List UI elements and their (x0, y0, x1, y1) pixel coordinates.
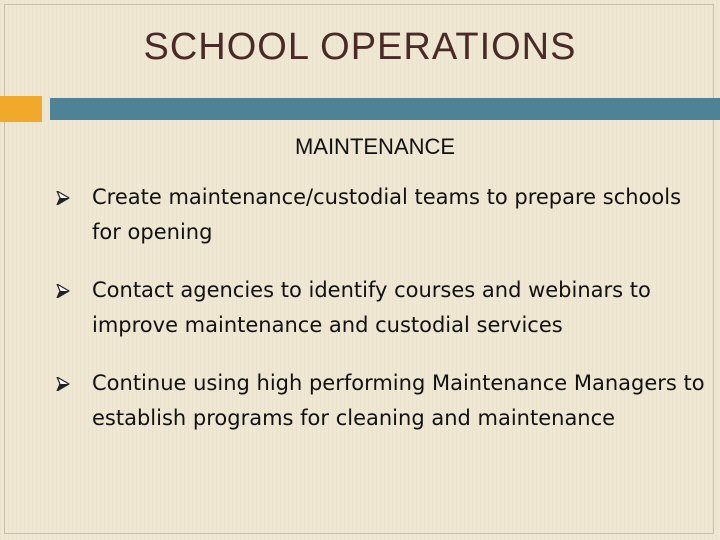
bullet-text: Continue using high performing Maintenance Managers to establish programs for cleaning and maintenance (92, 371, 705, 430)
arrowhead-bullet-icon (56, 377, 70, 391)
arrowhead-bullet-icon (56, 284, 70, 298)
accent-square (0, 96, 42, 122)
arrowhead-bullet-icon (56, 191, 70, 205)
bullet-item (56, 180, 706, 250)
accent-bar (50, 98, 720, 120)
bullet-text: Create maintenance/custodial teams to prepare schools for opening (92, 185, 682, 244)
bullet-list (56, 180, 706, 459)
bullet-text: Contact agencies to identify courses and webinars to improve maintenance and custodial services (92, 278, 651, 337)
slide-title: SCHOOL OPERATIONS (143, 26, 577, 68)
section-subheading: MAINTENANCE (294, 134, 456, 159)
bullet-item (56, 366, 706, 436)
bullet-item (56, 273, 706, 343)
